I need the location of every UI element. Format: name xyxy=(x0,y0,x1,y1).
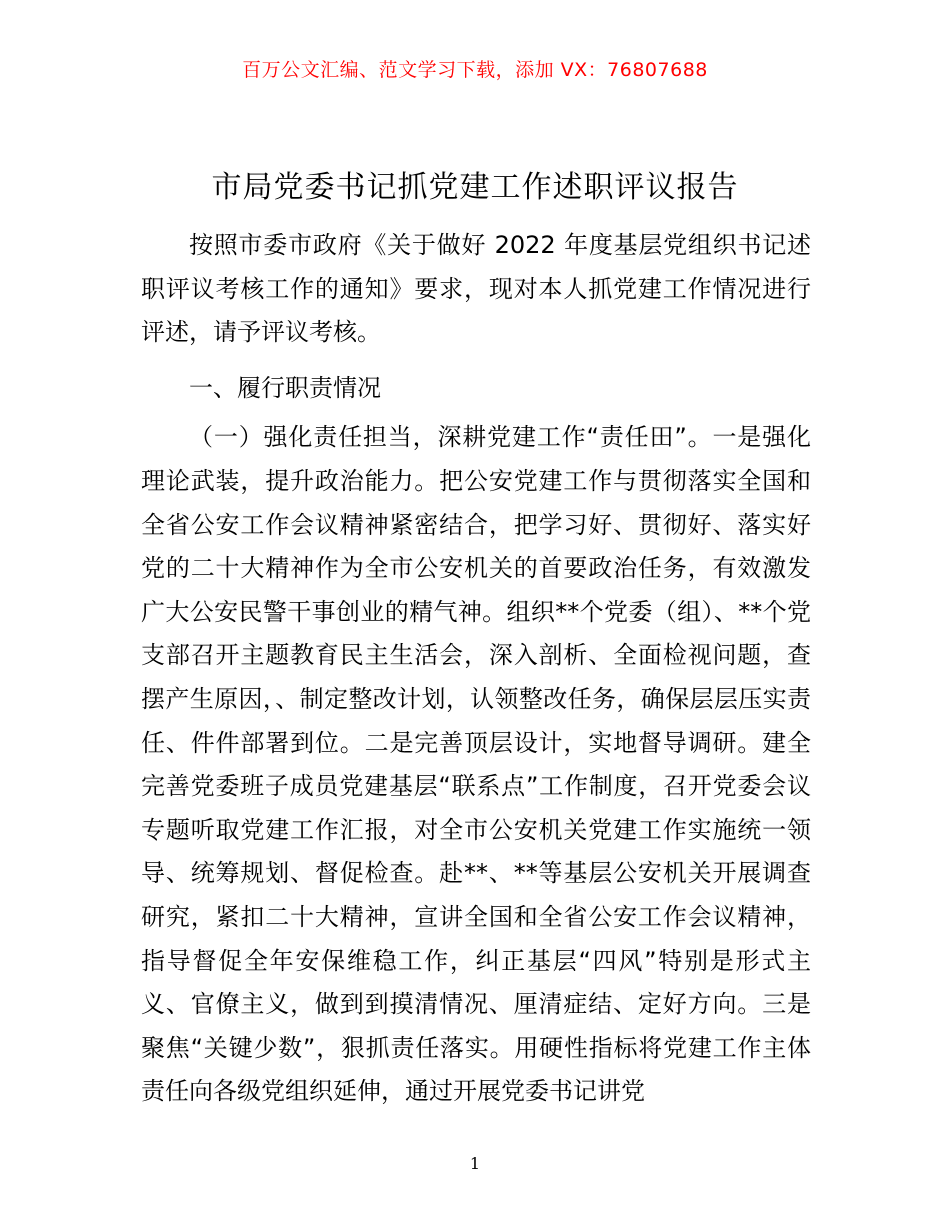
section-heading: 一、履行职责情况 xyxy=(189,373,381,402)
promo-header: 百万公文汇编、范文学习下载，添加 VX：76807688 xyxy=(242,59,708,81)
document-body xyxy=(141,224,811,1114)
page-title: 市局党委书记抓党建工作述职评议报告 xyxy=(211,170,739,205)
body-paragraph: （一）强化责任担当，深耕党建工作“责任田”。一是强化理论武装，提升政治能力。把公安党建工作与贯彻落实全国和全省公安工作会议精神紧密结合，把学习好、贯彻好、落实好党的二十大精神作为全市公安机关的首要政治任务，有效激发广大公安民警干事创业的精气神。组织**个党委（组）、**个党支部召开主题教育民主生活会，深入剖析、全面检视问题，查摆产生原因，、制定整改计划，认领整改任务，确保层层压实责任、件件部署到位。二是完善顶层设计，实地督导调研。建全完善党委班子成员党建基层“联系点”工作制度，召开党委会议专题听取党建工作汇报，对全市公安机关党建工作实施统一领导、统筹规划、督促检查。赴**、**等基层公安机关开展调查研究，紧扣二十大精神，宣讲全国和全省公安工作会议精神，指导督促全年安保维稳工作，纠正基层“四风”特别是形式主义、官僚主义，做到到摸清情况、厘清症结、定好方向。三是聚焦“关键少数”，狠抓责任落实。用硬性指标将党建工作主体责任向各级党组织延伸，通过开展党委书记讲党 xyxy=(141,423,811,1106)
intro-paragraph: 按照市委市政府《关于做好 2022 年度基层党组织书记述职评议考核工作的通知》要求，现对本人抓党建工作情况进行评述，请予评议考核。 xyxy=(141,231,811,347)
page-number: 1 xyxy=(469,1154,481,1173)
